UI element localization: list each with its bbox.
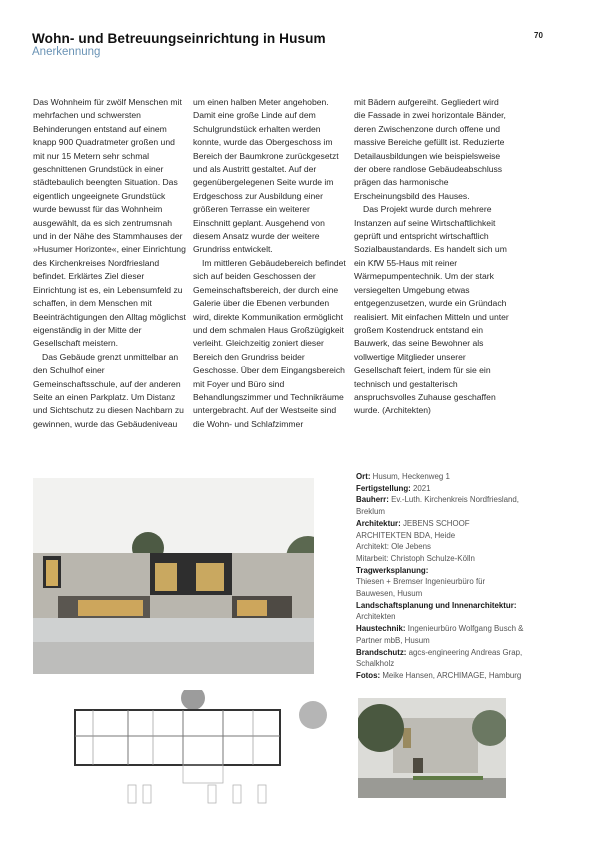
credit-value: Architekt: Ole Jebens xyxy=(356,542,431,552)
credit-line xyxy=(356,565,526,600)
facade-photo xyxy=(33,478,314,674)
paragraph: Das Gebäude grenzt unmittelbar an den Schulhof einer Gemeinschaftsschule, auf der anderen Seite an einen Parkplatz. Um Distanz und Sichtschutz zu diesen Nachbarn zu gewinnen, wurde das Gebäudeniveau xyxy=(33,351,184,429)
credit-line xyxy=(356,494,526,517)
credit-label: Architektur: xyxy=(356,518,401,528)
text-column-1 xyxy=(33,96,188,431)
credit-label: Haustechnik: xyxy=(356,624,406,634)
credit-value: Ev.-Luth. Kirchenkreis Nordfriesland, Breklum xyxy=(356,495,520,517)
credit-value: Thiesen + Bremser Ingenieurbüro für Bauwesen, Husum xyxy=(356,577,486,599)
credit-value: Husum, Heckenweg 1 xyxy=(372,472,450,481)
paragraph: um einen halben Meter angehoben. Damit eine große Linde auf dem Schulgrundstück erhalten werden konnte, wurde das Obergeschoss im Bereich der Baumkrone zurückgesetzt und als Austritt gestaltet. Auf der gegenübergelegenen Seite wurde im Erdgeschoss zur Ausbildung einer größeren Terrasse ein weiterer Einschnitt geplant. Ausgehend von diesem Ansatz wurde der weitere Grundriss entwickelt. xyxy=(193,97,339,255)
paragraph: mit Bädern aufgereiht. Gegliedert wird die Fassade in zwei horizontale Bänder, deren Zwischenzone durch offene und massive Bereiche gefüllt ist. Reduzierte Detailausbildungen wie beispielsweise der obere randlose Gebäudeabschluss prägen das harmonische Erscheinungsbild des Hauses. xyxy=(354,97,506,201)
credit-line xyxy=(356,483,526,495)
award-category: Anerkennung xyxy=(32,46,101,58)
credit-value: 2021 xyxy=(413,483,431,493)
page-number: 70 xyxy=(534,31,543,40)
credit-line xyxy=(356,471,526,483)
credit-value: Architekten xyxy=(356,612,396,622)
paragraph: Im mittleren Gebäudebereich befindet sich auf beiden Geschossen der Gemeinschaftsbereich, der durch eine Galerie über die Ebenen verbunden wird, direkte Kommunikation ermöglicht und dem schmalen Haus Großzügigkeit verleiht. Gleichzeitig zoniert dieser Bereich den Grundriss beider Geschosse. Über dem Eingangsbereich mit Foyer und Büro sind Behandlungszimmer und Technikräume untergebracht. Auf der Westseite sind die Wohn- und Schlafzimmer xyxy=(193,257,346,429)
floor-plan xyxy=(33,690,343,810)
credit-value: agcs-engineering Andreas Grap, Schalkholz xyxy=(356,647,523,669)
paragraph: Das Projekt wurde durch mehrere Instanzen auf seine Wirtschaftlichkeit geprüft und entspricht wirtschaftlich Sozialbaustandards. Es handelt sich um ein KfW 55-Haus mit reiner Wärmepumpentechnik. Um der stark versiegelten Umgebung etwas entgegenzusetzen, wurde ein Gründach realisiert. Mit einfachen Mitteln und unter großem Kostendruck entstand ein Bauwerk, das seine Bewohner als vollwertige Mitglieder unserer Gesellschaft feiert, indem für sie ein technisch und gestalterisch anspruchsvolles Zuhause geschaffen wurde. (Architekten) xyxy=(354,204,509,416)
credit-line xyxy=(356,647,526,670)
credit-label: Bauherr: xyxy=(356,495,389,505)
side-view-photo xyxy=(358,698,506,798)
credit-value: Mitarbeit: Christoph Schulze-Kölln xyxy=(356,553,475,563)
project-credits xyxy=(356,471,526,682)
credit-value: JEBENS SCHOOF ARCHITEKTEN BDA, Heide xyxy=(356,518,470,540)
page-title: Wohn- und Betreuungseinrichtung in Husum xyxy=(32,31,326,46)
credit-value: Ingenieurbüro Wolfgang Busch & Partner mbB, Husum xyxy=(356,624,524,645)
credit-label: Fotos: xyxy=(356,670,381,680)
credit-label: Fertigstellung: xyxy=(356,483,411,493)
credit-line xyxy=(356,623,526,646)
credit-line xyxy=(356,600,526,623)
credit-line xyxy=(356,541,526,553)
credit-line xyxy=(356,518,526,541)
text-column-3 xyxy=(354,96,512,418)
credit-label: Tragwerksplanung: xyxy=(356,565,429,575)
text-column-2 xyxy=(193,96,348,431)
credit-value: Meike Hansen, ARCHIMAGE, Hamburg xyxy=(382,670,522,680)
credit-line xyxy=(356,670,526,682)
paragraph: Das Wohnheim für zwölf Menschen mit mehrfachen und schwersten Behinderungen entstand auf einem knapp 900 Quadratmeter großen und mit nur 15 Metern sehr schmal geschnittenen Grundstück in einer städtebaulich beengten Situation. Das eigentlich ungeeignete Grundstück wurde bewusst für das Wohnheim ausgewählt, da es sich zentrumsnah und in der Nähe des Stammhauses der »Husumer Horizonte«, einer Einrichtung des Kirchenkreises Nordfriesland befindet. Erklärtes Ziel dieser Einrichtung ist es, ein Lebensumfeld zu schaffen, in dem Menschen mit Beeinträchtigungen den Alltag möglichst eigenständig in der Mitte der Gesellschaft meistern. xyxy=(33,97,186,349)
credit-line xyxy=(356,553,526,565)
credit-label: Landschaftsplanung und Innenarchitektur: xyxy=(356,600,517,610)
credit-label: Brandschutz: xyxy=(356,647,407,657)
credit-label: Ort: xyxy=(356,472,371,481)
